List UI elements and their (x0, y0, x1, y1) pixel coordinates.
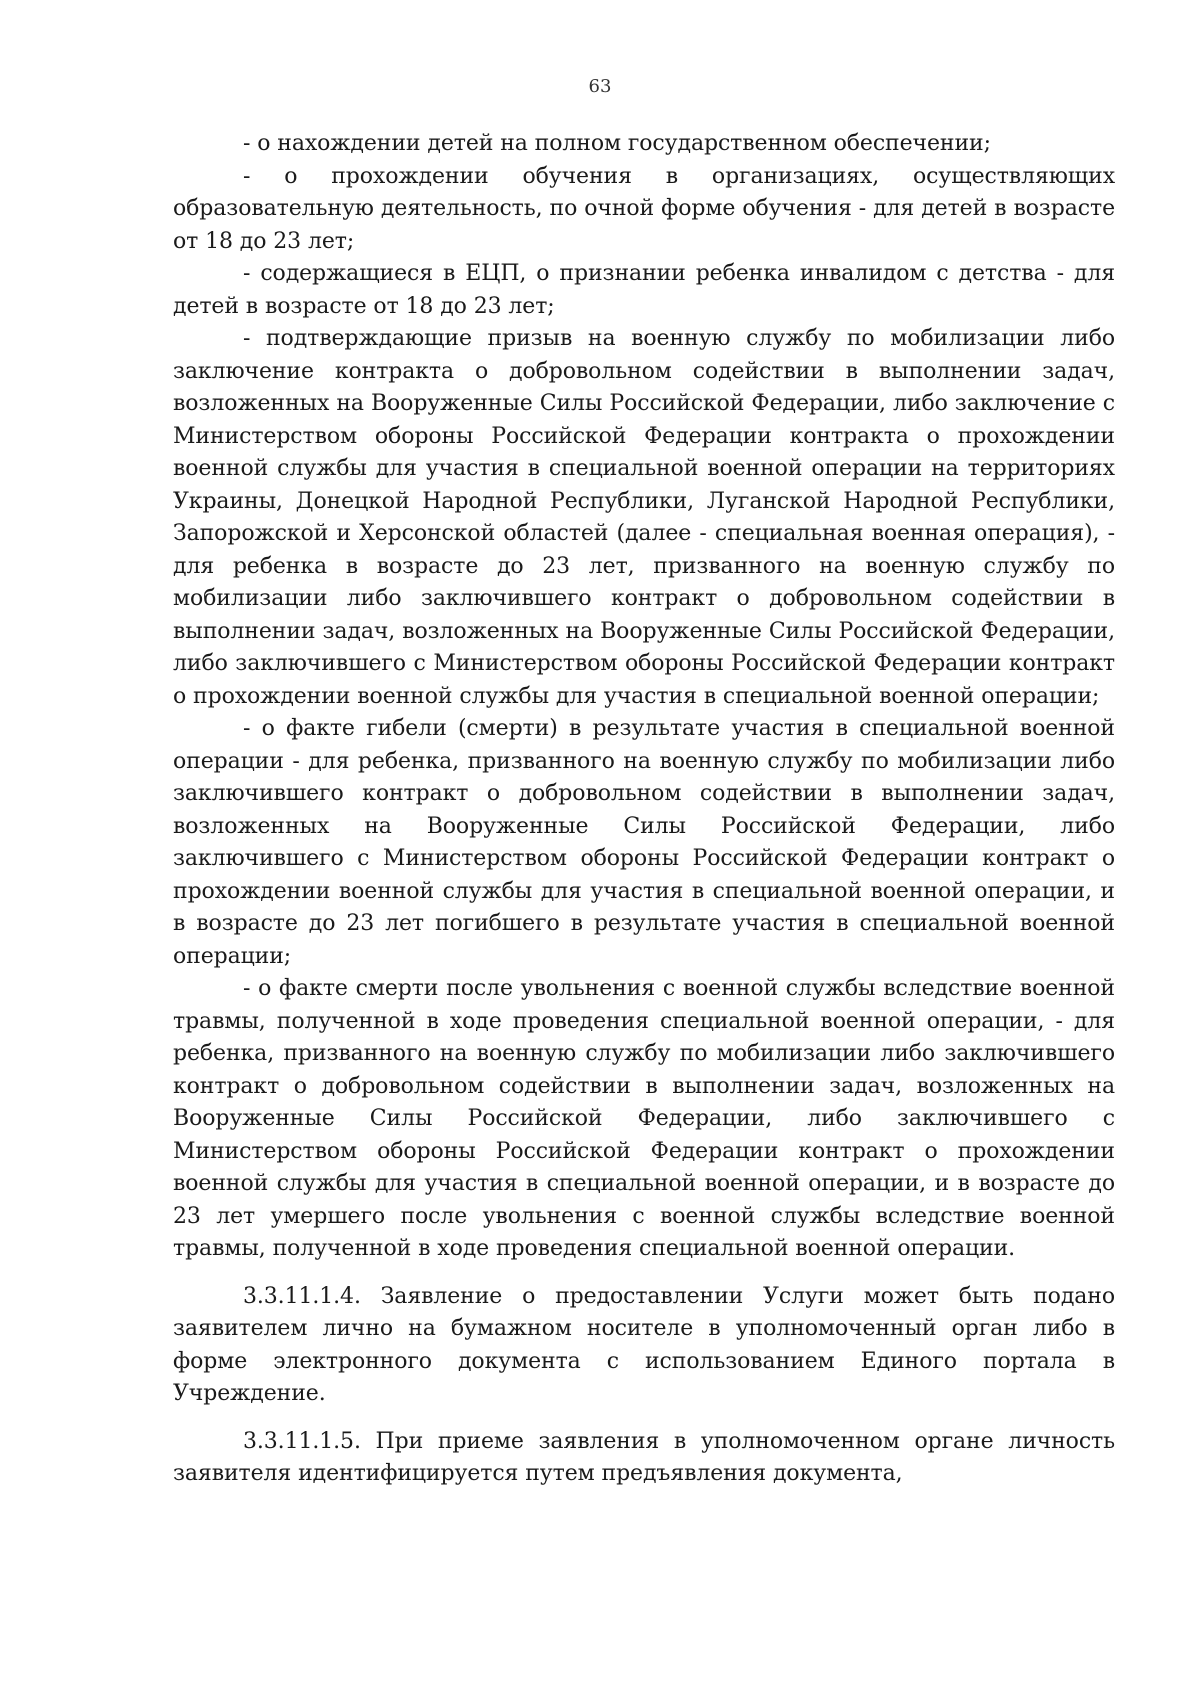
paragraph-section-3-3-11-1-4: 3.3.11.1.4. Заявление о предоставлении Услуги может быть подано заявителем лично на бумажном носителе в уполномоченный орган либо в форме электронного документа с использованием Единого портала в Учреждение. (173, 1283, 1115, 1406)
paragraph-death-in-operation: - о факте гибели (смерти) в результате участия в специальной военной операции - для ребенка, призванного на военную службу по мобилизации либо заключившего контракт о добровольном содействии в выполнении задач, возложенных на Вооруженные Силы Российской Федерации, либо заключившего с Министерством обороны Российской Федерации контракт о прохождении военной службы для участия в специальной военной операции, и в возрасте до 23 лет погибшего в результате участия в специальной военной операции; (173, 716, 1115, 969)
paragraph-disability-since-childhood: - содержащиеся в ЕЦП, о признании ребенка инвалидом с детства - для детей в возрасте от 18 до 23 лет; (173, 261, 1115, 319)
page-number: 63 (588, 76, 612, 97)
paragraph-section-3-3-11-1-5: 3.3.11.1.5. При приеме заявления в уполномоченном органе личность заявителя идентифицируется путем предъявления документа, (173, 1428, 1115, 1486)
document-body (173, 128, 1115, 1491)
paragraph-death-after-discharge: - о факте смерти после увольнения с военной службы вследствие военной травмы, полученной в ходе проведения специальной военной операции, - для ребенка, призванного на военную службу по мобилизации либо заключившего контракт о добровольном содействии в выполнении задач, возложенных на Вооруженные Силы Российской Федерации, либо заключившего с Министерством обороны Российской Федерации контракт о прохождении военной службы для участия в специальной военной операции, и в возрасте до 23 лет умершего после увольнения с военной службы вследствие военной травмы, полученной в ходе проведения специальной военной операции. (173, 976, 1115, 1261)
paragraph-full-time-education: - о прохождении обучения в организациях, осуществляющих образовательную деятельность, по очной форме обучения - для детей в возрасте от 18 до 23 лет; (173, 163, 1115, 254)
paragraph-mobilization-contract: - подтверждающие призыв на военную службу по мобилизации либо заключение контракта о добровольном содействии в выполнении задач, возложенных на Вооруженные Силы Российской Федерации, либо заключение с Министерством обороны Российской Федерации контракта о прохождении военной службы для участия в специальной военной операции на территориях Украины, Донецкой Народной Республики, Луганской Народной Республики, Запорожской и Херсонской областей (далее - специальная военная операция), - для ребенка в возрасте до 23 лет, призванного на военную службу по мобилизации либо заключившего контракт о добровольном содействии в выполнении задач, возложенных на Вооруженные Силы Российской Федерации, либо заключившего с Министерством обороны Российской Федерации контракт о прохождении военной службы для участия в специальной военной операции; (173, 326, 1115, 709)
paragraph-children-state-support: - о нахождении детей на полном государственном обеспечении; (243, 131, 991, 156)
